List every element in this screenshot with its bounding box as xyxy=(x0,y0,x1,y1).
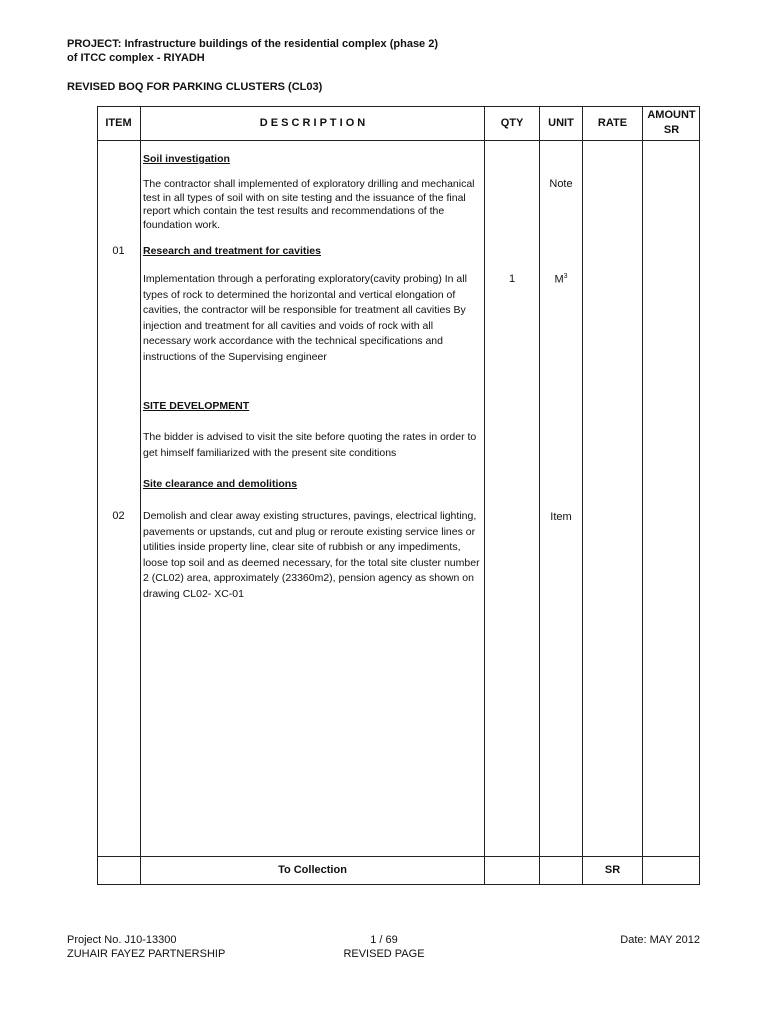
to-collection-label: To Collection xyxy=(278,864,347,876)
column-header-amount xyxy=(643,106,700,140)
document-title: REVISED BOQ FOR PARKING CLUSTERS (CL03) xyxy=(67,81,323,93)
column-header-item: ITEM xyxy=(105,116,132,129)
row-item-number-02: 02 xyxy=(112,510,125,522)
footer-row-divider xyxy=(97,856,700,857)
column-header-qty: QTY xyxy=(500,116,524,129)
project-title-line2: of ITCC complex - RIYADH xyxy=(67,52,205,64)
row-heading-cavities: Research and treatment for cavities xyxy=(143,245,321,257)
row-text-site-clearance: Demolish and clear away existing structures, pavings, electrical lighting, pavements or upstands, cut and plug or reroute existing service lines or utilities inside property line, clear site of rubbish or any impediments, loose top soil and as deemed necessary, for the total site cluster number 2 (CL02) area, approximately (23360m2), pension agency as shown on drawing CL02- XC-01 xyxy=(143,510,480,600)
footer-project-number: Project No. J10-13300 xyxy=(67,934,177,946)
row-text-cavities: Implementation through a perforating exploratory(cavity probing) In all types of rock to determined the horizontal and vertical elongation of cavities, the contractor will be responsible for treatment all cavities By injection and treatment for all cavities and voids of rock with all necessary work accordance with the technical specifications and instructions of the Supervising engineer xyxy=(143,273,467,363)
footer-revision-status: REVISED PAGE xyxy=(343,948,425,960)
row-text-site-development: The bidder is advised to visit the site before quoting the rates in order to get himself familiarized with the present site conditions xyxy=(143,431,477,459)
footer-date: Date: MAY 2012 xyxy=(620,934,700,946)
col-divider-item xyxy=(140,106,141,885)
row-text-soil-investigation: The contractor shall implemented of exploratory drilling and mechanical test in all types of soil with on site testing and the issuance of the final report which contain the test results and recommendations of the foundation work. xyxy=(143,178,475,231)
column-header-unit: UNIT xyxy=(548,116,574,129)
col-divider-unit xyxy=(582,106,583,885)
footer-page-number: 1 / 69 xyxy=(370,934,398,946)
col-divider-description xyxy=(484,106,485,885)
row-item-number-01: 01 xyxy=(112,245,125,257)
column-header-amount-currency: SR xyxy=(663,124,680,136)
row-unit-cavities-symbol: M xyxy=(554,273,564,286)
row-heading-site-development: SITE DEVELOPMENT xyxy=(143,400,250,412)
column-header-description: D E S C R I P T I O N xyxy=(259,116,366,129)
row-heading-soil-investigation: Soil investigation xyxy=(143,153,230,165)
row-heading-site-clearance: Site clearance and demolitions xyxy=(143,478,298,490)
col-divider-qty xyxy=(539,106,540,885)
row-unit-soil-investigation: Note xyxy=(549,178,573,190)
header-row-divider xyxy=(97,140,700,141)
to-collection-currency: SR xyxy=(604,864,621,876)
row-unit-site-clearance: Item xyxy=(550,511,572,523)
row-unit-cavities xyxy=(540,273,582,286)
column-header-rate: RATE xyxy=(597,116,628,129)
col-divider-rate xyxy=(642,106,643,885)
column-header-amount-label: AMOUNT xyxy=(647,109,696,121)
row-qty-cavities: 1 xyxy=(508,273,516,285)
footer-company: ZUHAIR FAYEZ PARTNERSHIP xyxy=(67,948,226,960)
row-unit-cavities-exponent: 3 xyxy=(563,273,568,280)
project-title-line1: PROJECT: Infrastructure buildings of the residential complex (phase 2) xyxy=(67,38,439,50)
